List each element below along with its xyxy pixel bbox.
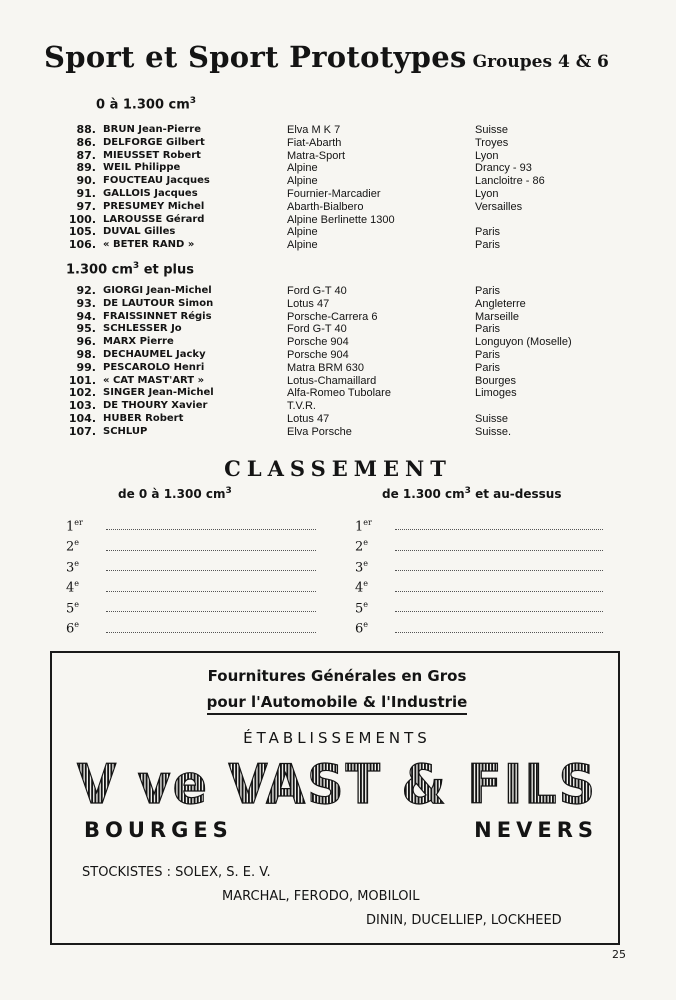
ad-establishments: ÉTABLISSEMENTS [243,729,431,747]
entry-number: 86. [76,135,96,149]
entry-city: Lyon [475,187,499,200]
entry-driver: SCHLUP [103,425,148,437]
entry-driver: DUVAL Gilles [103,226,176,238]
entries-table-large-class [62,285,635,439]
entry-number: 94. [76,309,96,323]
entry-car: Porsche 904 [287,348,349,361]
entry-row [62,175,635,188]
rank-row-right-5 [355,596,603,616]
entry-driver: HUBER Robert [103,412,184,424]
rank-label: 5e [66,599,80,616]
rank-row-left-3 [66,555,316,575]
rank-label: 1er [66,517,83,534]
entry-driver: DELFORGE Gilbert [103,136,205,148]
rank-answer-line[interactable] [395,550,603,551]
classement-title: CLASSEMENT [224,456,452,481]
rank-row-left-1 [66,514,316,534]
ad-line-1: Fournitures Générales en Gros [207,667,467,685]
entry-number: 106. [68,238,96,252]
entry-city: Suisse. [475,425,512,438]
rank-label: 1er [355,517,372,534]
entry-row [62,426,635,439]
entry-car: Elva M K 7 [287,124,341,136]
entry-city: Drancy - 93 [475,162,532,175]
rank-row-left-4 [66,576,316,596]
entry-driver: MIEUSSET Robert [103,149,201,161]
rank-label: 4e [355,579,369,596]
entry-car: Ford G-T 40 [287,285,347,297]
vast-fils-brand-text: V ve VAST & FILS [77,755,597,813]
rank-answer-line[interactable] [106,611,316,612]
entry-number: 97. [76,199,96,213]
rank-answer-line[interactable] [395,611,603,612]
entry-row [62,239,635,252]
entry-city: Bourges [475,374,516,387]
ad-city-bourges: BOURGES [84,818,233,842]
entry-row [62,336,635,349]
entry-row [62,298,635,311]
entry-row [62,323,635,336]
entry-driver: SINGER Jean-Michel [103,387,214,399]
entry-driver: DE LAUTOUR Simon [103,297,214,309]
title-subtitle: Groupes 4 & 6 [472,52,609,72]
rank-row-left-2 [66,535,316,555]
entry-row [62,226,635,239]
entry-driver: « BETER RAND » [103,239,195,251]
entry-city: Angleterre [475,297,526,310]
entry-number: 96. [76,335,96,349]
entry-row [62,188,635,201]
entry-city: Paris [475,226,501,239]
entry-number: 102. [68,386,96,400]
rank-answer-line[interactable] [395,632,603,633]
entry-row [62,311,635,324]
entry-car: T.V.R. [287,400,316,413]
advertisement-box [50,651,620,945]
entry-driver: PRESUMEY Michel [103,200,205,212]
entry-city: Versailles [475,200,523,213]
entry-row [62,137,635,150]
entry-driver: GIORGI Jean-Michel [103,285,212,296]
entry-number: 103. [68,399,96,413]
entry-car: Alpine [287,162,318,175]
entry-number: 89. [76,161,96,175]
rank-row-right-3 [355,555,603,575]
entry-city: Longuyon (Moselle) [475,336,572,349]
entry-city: Suisse [475,412,509,425]
rank-label: 2e [66,538,80,555]
entry-car: Alpine [287,239,318,252]
rank-answer-line[interactable] [395,591,603,592]
entry-car: Elva Porsche [287,425,352,438]
entry-car: Alfa-Romeo Tubolare [287,387,391,400]
entry-city: Lancloitre - 86 [475,175,545,188]
entry-city: Paris [475,348,501,361]
entry-car: Lotus 47 [287,297,330,310]
entry-number: 95. [76,322,96,336]
ad-stockists-line-3: DININ, DUCELLIEP, LOCKHEED [366,913,562,928]
entry-driver: FRAISSINNET Régis [103,310,212,322]
rank-row-right-2 [355,535,603,555]
entry-number: 88. [76,123,96,136]
page-number: 25 [612,948,626,961]
entry-driver: LAROUSSE Gérard [103,213,205,225]
entry-number: 87. [76,148,96,162]
entry-city: Paris [475,239,501,252]
entries-table-small-class [62,124,635,252]
entry-row [62,150,635,163]
entry-number: 99. [76,360,96,374]
rank-label: 6e [66,620,80,637]
entry-car: Ford G-T 40 [287,323,347,336]
entry-driver: WEIL Philippe [103,162,181,174]
rank-row-right-1 [355,514,603,534]
entry-driver: SCHLESSER Jo [103,323,182,335]
entry-row [62,214,635,227]
rank-label: 6e [355,620,369,637]
entry-city: Troyes [475,136,509,149]
entry-car: Alpine Berlinette 1300 [287,213,395,226]
entry-city: Limoges [475,387,517,400]
rank-answer-line[interactable] [106,550,316,551]
rank-answer-line[interactable] [106,591,316,592]
section-heading-large-class: 1.300 $cm^3$ et plus [66,261,195,278]
rank-row-right-6 [355,617,603,637]
classement-right-subtitle: de 1.300 $cm^3$ et au-dessus [382,486,562,501]
entry-row [62,375,635,388]
ad-stockists-line-1: STOCKISTES : SOLEX, S. E. V. [82,865,271,880]
entry-number: 104. [68,411,96,425]
entry-city: Paris [475,361,501,374]
entry-row [62,400,635,413]
entry-row [62,201,635,214]
entry-car: Abarth-Bialbero [287,200,364,213]
entry-number: 100. [68,212,96,226]
entry-row [62,387,635,400]
rank-label: 4e [66,579,80,596]
entry-car: Matra BRM 630 [287,361,365,374]
entry-number: 101. [68,373,96,387]
entry-car: Alpine [287,226,318,239]
rank-row-right-4 [355,576,603,596]
entry-number: 98. [76,347,96,361]
entry-car: Lotus 47 [287,412,330,425]
rank-answer-line[interactable] [106,632,316,633]
rank-answer-line[interactable] [395,529,603,530]
entry-number: 92. [76,284,96,297]
rank-label: 3e [66,558,80,575]
entry-number: 93. [76,296,96,310]
entry-driver: DECHAUMEL Jacky [103,348,206,360]
entry-row [62,413,635,426]
entry-row [62,162,635,175]
rank-label: 5e [355,599,369,616]
entry-car: Porsche 904 [287,336,349,349]
ad-city-nevers: NEVERS [474,818,598,842]
entry-driver: GALLOIS Jacques [103,187,198,199]
entry-driver: PESCAROLO Henri [103,361,205,373]
entry-driver: BRUN Jean-Pierre [103,124,201,135]
entry-car: Fournier-Marcadier [287,187,381,200]
entry-city: Paris [475,323,501,336]
section-heading-small-class: 0 à 1.300 $cm^3$ [96,96,197,113]
entry-car: Porsche-Carrera 6 [287,310,378,323]
entry-car: Matra-Sport [287,149,346,162]
ad-stockists-line-2: MARCHAL, FERODO, MOBILOIL [222,889,420,904]
entry-city [475,214,635,227]
entry-row [62,285,635,298]
rank-row-left-5 [66,596,316,616]
ad-line-2: pour l'Automobile & l'Industrie [52,693,622,715]
entry-city: Paris [475,285,501,297]
page-title [44,40,609,74]
entry-car: Lotus-Chamaillard [287,374,377,387]
entry-driver: « CAT MAST'ART » [103,374,205,386]
rank-answer-line[interactable] [106,570,316,571]
entry-car: Fiat-Abarth [287,136,342,149]
rank-answer-line[interactable] [106,529,316,530]
entry-number: 107. [68,424,96,438]
rank-label: 2e [355,538,369,555]
entry-city: Lyon [475,149,499,162]
entry-city: Marseille [475,310,520,323]
entry-driver: FOUCTEAU Jacques [103,175,210,187]
title-main: Sport et Sport Prototypes [44,40,467,74]
entry-car: Alpine [287,175,318,188]
entry-number: 105. [68,225,96,239]
entry-row [62,124,635,137]
entry-number: 90. [76,174,96,188]
entry-row [62,349,635,362]
entry-city: Suisse [475,124,509,136]
entry-city [475,400,635,413]
entry-number: 91. [76,186,96,200]
rank-label: 3e [355,558,369,575]
entry-row [62,362,635,375]
rank-row-left-6 [66,617,316,637]
entry-driver: DE THOURY Xavier [103,400,208,412]
rank-answer-line[interactable] [395,570,603,571]
entry-driver: MARX Pierre [103,336,174,348]
vast-fils-logo [72,755,602,813]
classement-left-subtitle: de 0 à 1.300 $cm^3$ [118,486,232,501]
